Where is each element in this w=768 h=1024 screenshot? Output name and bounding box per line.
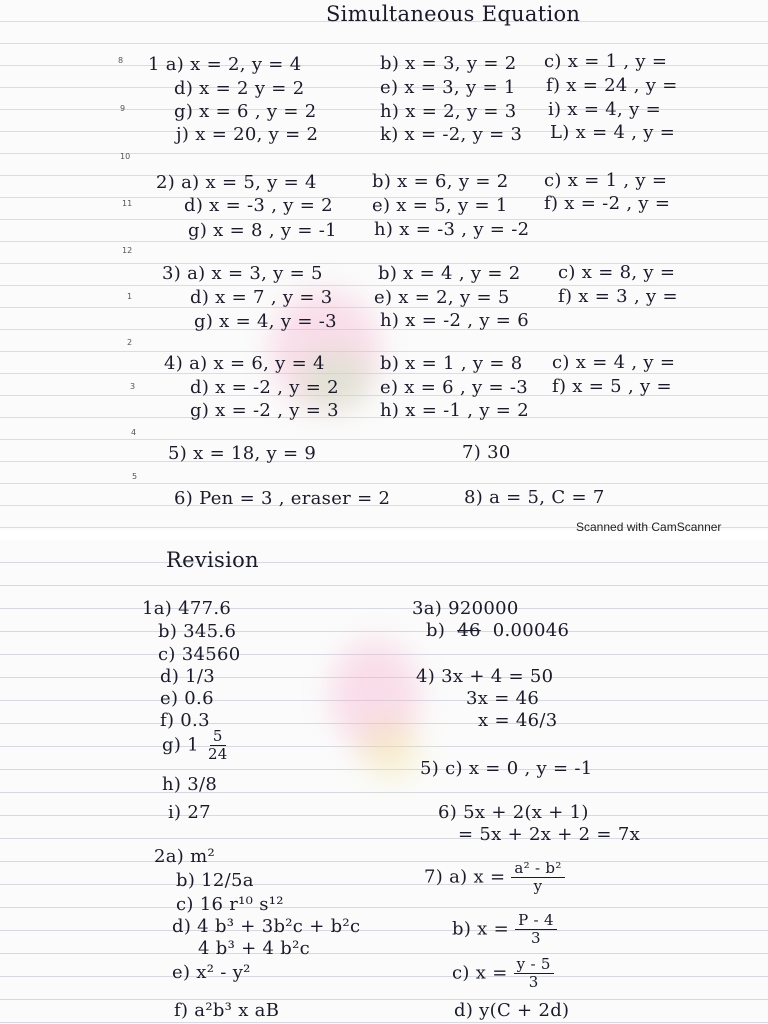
answer-4h: h) x = -1 , y = 2: [380, 400, 529, 421]
answer-4f: f) x = 5 , y =: [552, 376, 672, 397]
answer-1j: j) x = 20, y = 2: [176, 124, 319, 145]
answer-2f: f) x = -2 , y =: [544, 193, 671, 214]
answer-1d: d) x = 2 y = 2: [174, 78, 305, 99]
revision-2f: f) a²b³ x aB: [174, 1000, 280, 1021]
revision-6-line2: = 5x + 2x + 2 = 7x: [458, 824, 641, 845]
revision-7b-prefix: b) x =: [452, 918, 510, 940]
revision-1c: c) 34560: [158, 644, 241, 665]
revision-2c: c) 16 r¹⁰ s¹²: [176, 894, 284, 915]
answer-1b: b) x = 3, y = 2: [380, 53, 517, 74]
fraction-denominator: 3: [531, 929, 541, 947]
answer-2b: b) x = 6, y = 2: [372, 171, 509, 192]
revision-2d1: d) 4 b³ + 3b²c + b²c: [172, 916, 361, 937]
margin-number: 8: [118, 56, 124, 65]
revision-1e: e) 0.6: [160, 688, 214, 709]
answer-1g: g) x = 6 , y = 2: [174, 101, 317, 122]
answer-4d: d) x = -2 , y = 2: [190, 377, 339, 398]
answer-2d: d) x = -3 , y = 2: [184, 195, 333, 216]
fraction: [205, 728, 231, 763]
revision-1b: b) 345.6: [158, 621, 237, 642]
answer-1i: i) x = 4, y =: [548, 99, 661, 120]
margin-number: 4: [131, 428, 137, 437]
answer-6: 6) Pen = 3 , eraser = 2: [174, 488, 391, 509]
fraction-denominator: 24: [207, 745, 228, 763]
answer-7: 7) 30: [462, 442, 511, 463]
revision-3b-value: 0.00046: [492, 620, 570, 641]
answer-3g: g) x = 4, y = -3: [194, 311, 337, 332]
answer-1l: L) x = 4 , y =: [550, 122, 676, 143]
answer-1f: f) x = 24 , y =: [546, 75, 678, 96]
revision-5c: 5) c) x = 0 , y = -1: [420, 758, 593, 779]
answer-8: 8) a = 5, C = 7: [464, 487, 605, 508]
answer-3e: e) x = 2, y = 5: [374, 287, 510, 308]
answer-1k: k) x = -2, y = 3: [380, 124, 523, 145]
answer-4b: b) x = 1 , y = 8: [380, 353, 523, 374]
fraction-denominator: 3: [528, 973, 539, 991]
revision-1d: d) 1/3: [160, 666, 216, 687]
fraction: [515, 912, 557, 947]
margin-number: 12: [122, 246, 133, 255]
revision-4-line2: 3x = 46: [466, 688, 540, 709]
revision-1g: [162, 728, 231, 763]
revision-1i: i) 27: [168, 802, 211, 823]
answer-4g: g) x = -2 , y = 3: [190, 400, 339, 421]
revision-4-line3: x = 46/3: [478, 710, 558, 731]
fraction-numerator: a² - b²: [511, 860, 564, 878]
revision-2a: 2a) m²: [154, 846, 216, 867]
revision-7c: [452, 956, 554, 991]
revision-2e: e) x² - y²: [172, 962, 251, 983]
margin-number: 2: [127, 338, 133, 347]
answer-4c: c) x = 4 , y =: [552, 352, 676, 373]
revision-1g-prefix: g) 1: [162, 734, 199, 756]
answer-4e: e) x = 6 , y = -3: [380, 377, 529, 398]
revision-3b-prefix: b): [426, 620, 446, 641]
answer-2e: e) x = 5, y = 1: [372, 195, 508, 216]
revision-7d: d) y(C + 2d): [454, 1000, 570, 1021]
fraction: [511, 860, 564, 895]
ink-smudge: [360, 720, 420, 780]
revision-7a-prefix: 7) a) x =: [424, 866, 506, 888]
answer-3a: 3) a) x = 3, y = 5: [162, 263, 323, 284]
fraction-denominator: y: [533, 877, 543, 895]
fraction: [514, 956, 554, 991]
answer-1h: h) x = 2, y = 3: [380, 101, 517, 122]
answer-4a: 4) a) x = 6, y = 4: [164, 353, 325, 374]
revision-4-line1: 4) 3x + 4 = 50: [416, 666, 554, 687]
revision-1a: 1a) 477.6: [142, 598, 232, 619]
answer-1c: c) x = 1 , y =: [544, 51, 668, 72]
revision-6-line1: 6) 5x + 2(x + 1): [438, 802, 589, 823]
revision-7a: [424, 860, 565, 895]
scanner-watermark: Scanned with CamScanner: [576, 520, 722, 534]
answer-5: 5) x = 18, y = 9: [168, 443, 317, 464]
revision-1h: h) 3/8: [162, 774, 218, 795]
margin-number: 3: [130, 382, 136, 391]
revision-7b: [452, 912, 557, 947]
answer-1e: e) x = 3, y = 1: [380, 77, 516, 98]
margin-number: 10: [120, 152, 131, 161]
margin-number: 11: [122, 199, 133, 208]
answer-2a: 2) a) x = 5, y = 4: [156, 172, 317, 193]
fraction-numerator: 5: [210, 728, 226, 746]
answer-3h: h) x = -2 , y = 6: [380, 310, 529, 331]
margin-number: 5: [132, 472, 138, 481]
revision-2d2: 4 b³ + 4 b²c: [198, 938, 311, 959]
revision-page: [0, 540, 768, 1024]
page-title: Simultaneous Equation: [326, 2, 581, 26]
section-title: Revision: [166, 548, 259, 572]
margin-number: 1: [127, 292, 133, 301]
answer-2c: c) x = 1 , y =: [544, 170, 668, 191]
answer-1a: 1 a) x = 2, y = 4: [148, 54, 302, 75]
margin-number: 9: [120, 104, 126, 113]
answer-3d: d) x = 7 , y = 3: [190, 287, 333, 308]
answer-3f: f) x = 3 , y =: [558, 286, 678, 307]
revision-3a: 3a) 920000: [412, 598, 519, 619]
answer-3c: c) x = 8, y =: [558, 262, 676, 283]
struck-value: 46: [457, 620, 481, 641]
answer-2h: h) x = -3 , y = -2: [374, 219, 530, 240]
revision-3b: [426, 620, 569, 641]
revision-2b: b) 12/5a: [176, 870, 254, 891]
revision-7c-prefix: c) x =: [452, 962, 508, 984]
answer-2g: g) x = 8 , y = -1: [188, 220, 337, 241]
revision-1f: f) 0.3: [160, 710, 210, 731]
fraction-numerator: P - 4: [515, 912, 557, 930]
fraction-numerator: y - 5: [514, 956, 554, 974]
answer-3b: b) x = 4 , y = 2: [378, 263, 521, 284]
